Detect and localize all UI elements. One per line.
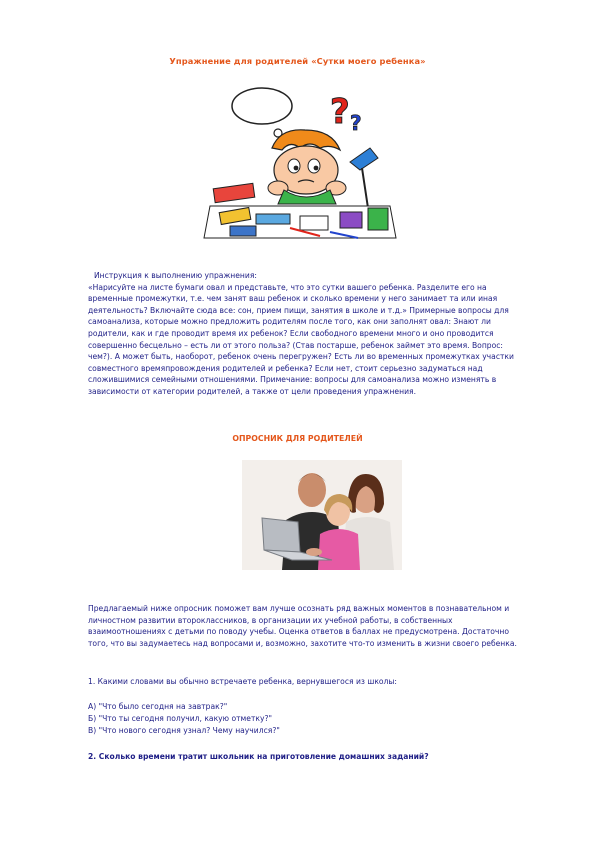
answer-option: А) "Что было сегодня на завтрак?" [88, 702, 228, 711]
question-1: 1. Какими словами вы обычно встречаете ребенка, вернувшегося из школы: [88, 677, 397, 686]
exercise-title: Упражнение для родителей «Сутки моего ребенка» [169, 56, 426, 66]
answer-option: В) "Что нового сегодня узнал? Чему научился?" [88, 725, 280, 735]
boy-illustration [200, 78, 400, 250]
instruction-body: «Нарисуйте на листе бумаги овал и представьте, что это сутки вашего ребенка. Разделите его на временные промежутки, т.е. чем занят ваш ребенок и сколько времени у него занимает та или иная деятельность? Включайте сюда все: сон, прием пищи, занятия в школе и т.д.» Примерные вопросы для самоанализа, которые можно предложить родителям после того, как они заполнят овал: Знают ли родители, как и где проводит время их ребенок? Если свободного времени много и оно проводится совершенно бесцельно – есть ли от этого польза? (Став постарше, ребенок займет это время. Вопрос: чем?). А может быть, наоборот, ребенок очень перегружен? Есть ли во временных промежутках участки совместного времяпровождения родителей и ребенка? Если нет, стоит серьезно задуматься над сложившимися семейными отношениями. Примечание: вопросы для самоанализа можно изменять в зависимости от категории родителей, а также от цели проведения упражнения. [88, 282, 514, 396]
answer-option: Б) "Что ты сегодня получил, какую отметку?" [88, 713, 272, 723]
survey-title: ОПРОСНИК ДЛЯ РОДИТЕЛЕЙ [232, 434, 363, 443]
thought-bubble [232, 88, 292, 124]
answer-list [88, 701, 518, 736]
survey-intro: Предлагаемый ниже опросник поможет вам лучше осознать ряд важных моментов в познавательном и личностном развитии второклассников, в организации их учебной работы, в собственных взаимоотношениях с детьми по поводу учебы. Оценка ответов в баллах не предусмотрена. Достаточно того, что вы задумаетесь над вопросами и, возможно, захотите что-то изменить в жизни своего ребенка. [88, 604, 517, 648]
laptop [262, 518, 300, 552]
question-mark-blue: ? [350, 111, 362, 135]
instruction-text [88, 270, 516, 398]
question-2: 2. Сколько времени тратит школьник на приготовление домашних заданий? [88, 752, 429, 761]
family-laptop-photo [242, 460, 402, 570]
question-mark-red: ? [330, 92, 350, 132]
instruction-heading: Инструкция к выполнению упражнения: [94, 271, 257, 280]
